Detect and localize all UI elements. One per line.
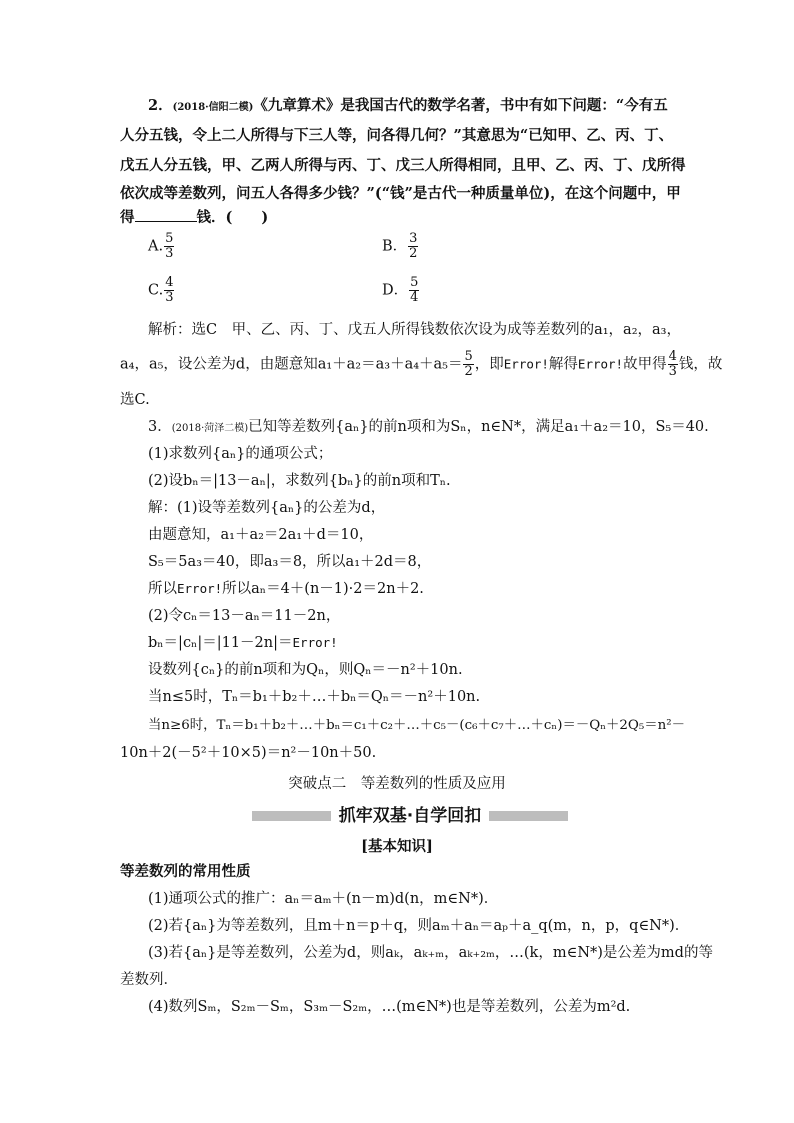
option-label: B． xyxy=(382,238,408,255)
fraction xyxy=(164,276,174,305)
numerator: 3 xyxy=(409,231,418,246)
problem-2-line-3: 戊五人分五钱，甲、乙两人所得与丙、丁、戊三人所得相同，且甲、乙、丙、丁、戊所得 xyxy=(120,157,686,174)
solution-step: 设数列{cₙ}的前n项和为Qₙ，则Qₙ＝－n²＋10n. xyxy=(148,662,463,678)
solution-step: S₅＝5a₃＝40，即a₃＝8，所以a₁＋2d＝8， xyxy=(148,554,432,570)
problem-3-question-1: (1)求数列{aₙ}的通项公式； xyxy=(148,446,333,462)
numerator: 4 xyxy=(668,349,677,364)
solution-text: 所以 xyxy=(148,581,177,597)
option-label: C. xyxy=(148,282,164,299)
option-b xyxy=(382,232,419,261)
option-a xyxy=(148,232,175,261)
fraction xyxy=(668,350,678,379)
solution-step xyxy=(148,579,424,599)
problem-source: (2018·菏泽二模) xyxy=(171,423,249,434)
denominator: 3 xyxy=(165,246,174,261)
fraction xyxy=(463,350,473,379)
numerator: 5 xyxy=(165,231,174,246)
solution-text: 故甲得 xyxy=(623,356,667,373)
error-placeholder: Error! xyxy=(577,356,624,372)
denominator: 2 xyxy=(409,246,418,261)
solution-text: bₙ＝|cₙ|＝|11－2n|＝ xyxy=(148,635,293,651)
banner-label: 抓牢双基·自学回扣 xyxy=(331,806,489,826)
solution-text: ，即 xyxy=(474,356,504,373)
solution-line-1: 解析：选C 甲、乙、丙、丁、戊五人所得钱数依次设为成等差数列的a₁，a₂，a₃， xyxy=(148,322,681,338)
fraction xyxy=(408,232,418,261)
section-banner xyxy=(252,804,568,828)
problem-text: 已知等差数列{aₙ}的前n项和为Sₙ，n∈N*，满足a₁＋a₂＝10，S₅＝40. xyxy=(248,419,709,435)
property-2: (2)若{aₙ}为等差数列，且m＋n＝p＋q，则aₘ＋aₙ＝aₚ＋a_q(m，n，p，q∈N*)． xyxy=(148,918,690,934)
option-label: D． xyxy=(382,282,409,299)
numerator: 4 xyxy=(165,275,174,290)
problem-number: 3． xyxy=(148,419,172,435)
problem-2-line-1 xyxy=(148,96,668,118)
solution-step: 当n≥6时，Tₙ＝b₁＋b₂＋…＋bₙ＝c₁＋c₂＋…＋c₅－(c₆＋c₇＋…＋cₙ)＝－Qₙ＋2Q₅＝n²－ xyxy=(148,718,686,733)
numerator: 5 xyxy=(464,349,473,364)
solution-text: 钱，故 xyxy=(678,356,723,373)
answer-blank xyxy=(135,207,197,222)
solution-step xyxy=(148,633,338,653)
section-title: 突破点二 等差数列的性质及应用 xyxy=(288,776,506,792)
problem-2-line-2: 人分五钱，令上二人所得与下三人等，问各得几何？”其意思为“已知甲、乙、丙、丁、 xyxy=(120,127,674,144)
problem-number: 2． xyxy=(148,97,173,114)
problem-source: (2018·信阳二模) xyxy=(172,102,254,113)
error-placeholder: Error! xyxy=(292,635,338,650)
problem-3-question-2: (2)设bₙ＝|13－aₙ|，求数列{bₙ}的前n项和Tₙ. xyxy=(148,473,451,489)
solution-step: (2)令cₙ＝13－aₙ＝11－2n， xyxy=(148,608,341,624)
denominator: 3 xyxy=(668,364,677,379)
solution-text: 解得 xyxy=(548,356,578,373)
section-heading: 等差数列的常用性质 xyxy=(120,863,251,880)
property-4: (4)数列Sₘ，S₂ₘ－Sₘ，S₃ₘ－S₂ₘ，…(m∈N*)也是等差数列，公差为m²d. xyxy=(148,999,631,1015)
property-1: (1)通项公式的推广：aₙ＝aₘ＋(n－m)d(n，m∈N*)． xyxy=(148,891,499,907)
denominator: 2 xyxy=(464,364,473,379)
problem-text: 《九章算术》是我国古代的数学名著，书中有如下问题：“今有五 xyxy=(253,97,668,114)
denominator: 4 xyxy=(410,290,419,305)
problem-text: 钱．( ) xyxy=(196,209,269,226)
option-c xyxy=(148,276,175,305)
property-3-line-2: 差数列． xyxy=(120,972,178,988)
solution-line-3: 选C. xyxy=(120,392,150,408)
banner-text xyxy=(252,804,568,828)
section-subtitle: [基本知识] xyxy=(361,838,433,855)
denominator: 3 xyxy=(165,290,174,305)
fraction xyxy=(409,276,419,305)
solution-step: 由题意知，a₁＋a₂＝2a₁＋d＝10， xyxy=(148,527,374,543)
option-label: A. xyxy=(148,238,164,255)
property-3-line-1: (3)若{aₙ}是等差数列，公差为d，则aₖ，aₖ₊ₘ，aₖ₊₂ₘ，…(k，m∈N*)是公差为md的等 xyxy=(148,945,713,961)
problem-text: 得 xyxy=(120,209,135,226)
numerator: 5 xyxy=(410,275,419,290)
solution-text: 所以aₙ＝4＋(n－1)·2＝2n＋2. xyxy=(222,581,424,597)
problem-3-line-1 xyxy=(148,417,709,439)
error-placeholder: Error! xyxy=(503,356,549,372)
solution-step: 10n＋2(－5²＋10×5)＝n²－10n＋50. xyxy=(120,745,377,761)
error-placeholder: Error! xyxy=(177,581,223,596)
problem-2-line-4: 依次成等差数列，问五人各得多少钱？”(“钱”是古代一种质量单位)，在这个问题中，甲 xyxy=(120,185,681,202)
option-d xyxy=(382,276,420,305)
solution-line-2 xyxy=(120,350,722,379)
fraction xyxy=(164,232,174,261)
solution-step: 当n≤5时，Tₙ＝b₁＋b₂＋…＋bₙ＝Qₙ＝－n²＋10n. xyxy=(148,689,481,705)
problem-2-line-5 xyxy=(120,207,268,228)
solution-text: a₄，a₅，设公差为d，由题意知a₁＋a₂＝a₃＋a₄＋a₅＝ xyxy=(120,356,463,373)
solution-step: 解：(1)设等差数列{aₙ}的公差为d， xyxy=(148,500,386,516)
